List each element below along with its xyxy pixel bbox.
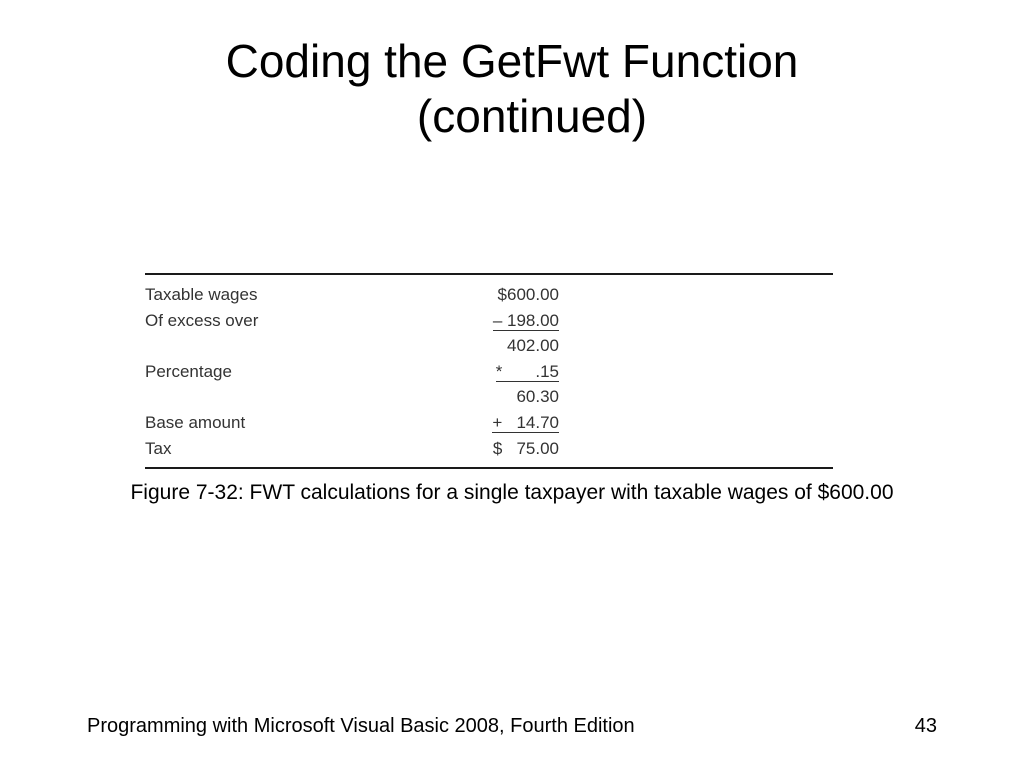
calc-row-product: [145, 387, 833, 413]
calc-value: * .15: [495, 362, 559, 381]
calc-label: Base amount: [145, 413, 246, 432]
calc-value: 402.00: [507, 336, 559, 355]
slide-title-line2: (continued): [416, 90, 648, 142]
calc-label: Tax: [145, 439, 172, 458]
calc-value: + 14.70: [492, 413, 559, 432]
slide-title-line1: Coding the GetFwt Function: [225, 35, 799, 87]
footer-text: Programming with Microsoft Visual Basic 2008, Fourth Edition: [87, 715, 635, 737]
calc-row-taxable-wages: [145, 285, 833, 311]
fwt-calculation-figure: [145, 273, 833, 469]
calc-row-excess-over: [145, 311, 833, 337]
calc-label: Taxable wages: [145, 285, 258, 304]
calc-value: 60.30: [516, 387, 559, 406]
calc-row-base-amount: [145, 413, 833, 439]
calc-label: Of excess over: [145, 311, 259, 330]
calc-value: – 198.00: [492, 311, 559, 330]
calc-value: $600.00: [497, 285, 559, 304]
calc-label: Percentage: [145, 362, 232, 381]
figure-caption: Figure 7-32: FWT calculations for a single taxpayer with taxable wages of $600.00: [130, 481, 894, 504]
page-number: 43: [914, 715, 937, 737]
calc-value: $ 75.00: [492, 439, 559, 458]
slide-title: [0, 34, 1024, 144]
calc-row-difference: [145, 336, 833, 362]
figure-top-rule: [145, 273, 833, 275]
calc-row-tax: [145, 439, 833, 465]
figure-bottom-rule: [145, 467, 833, 469]
calc-row-percentage: [145, 362, 833, 388]
